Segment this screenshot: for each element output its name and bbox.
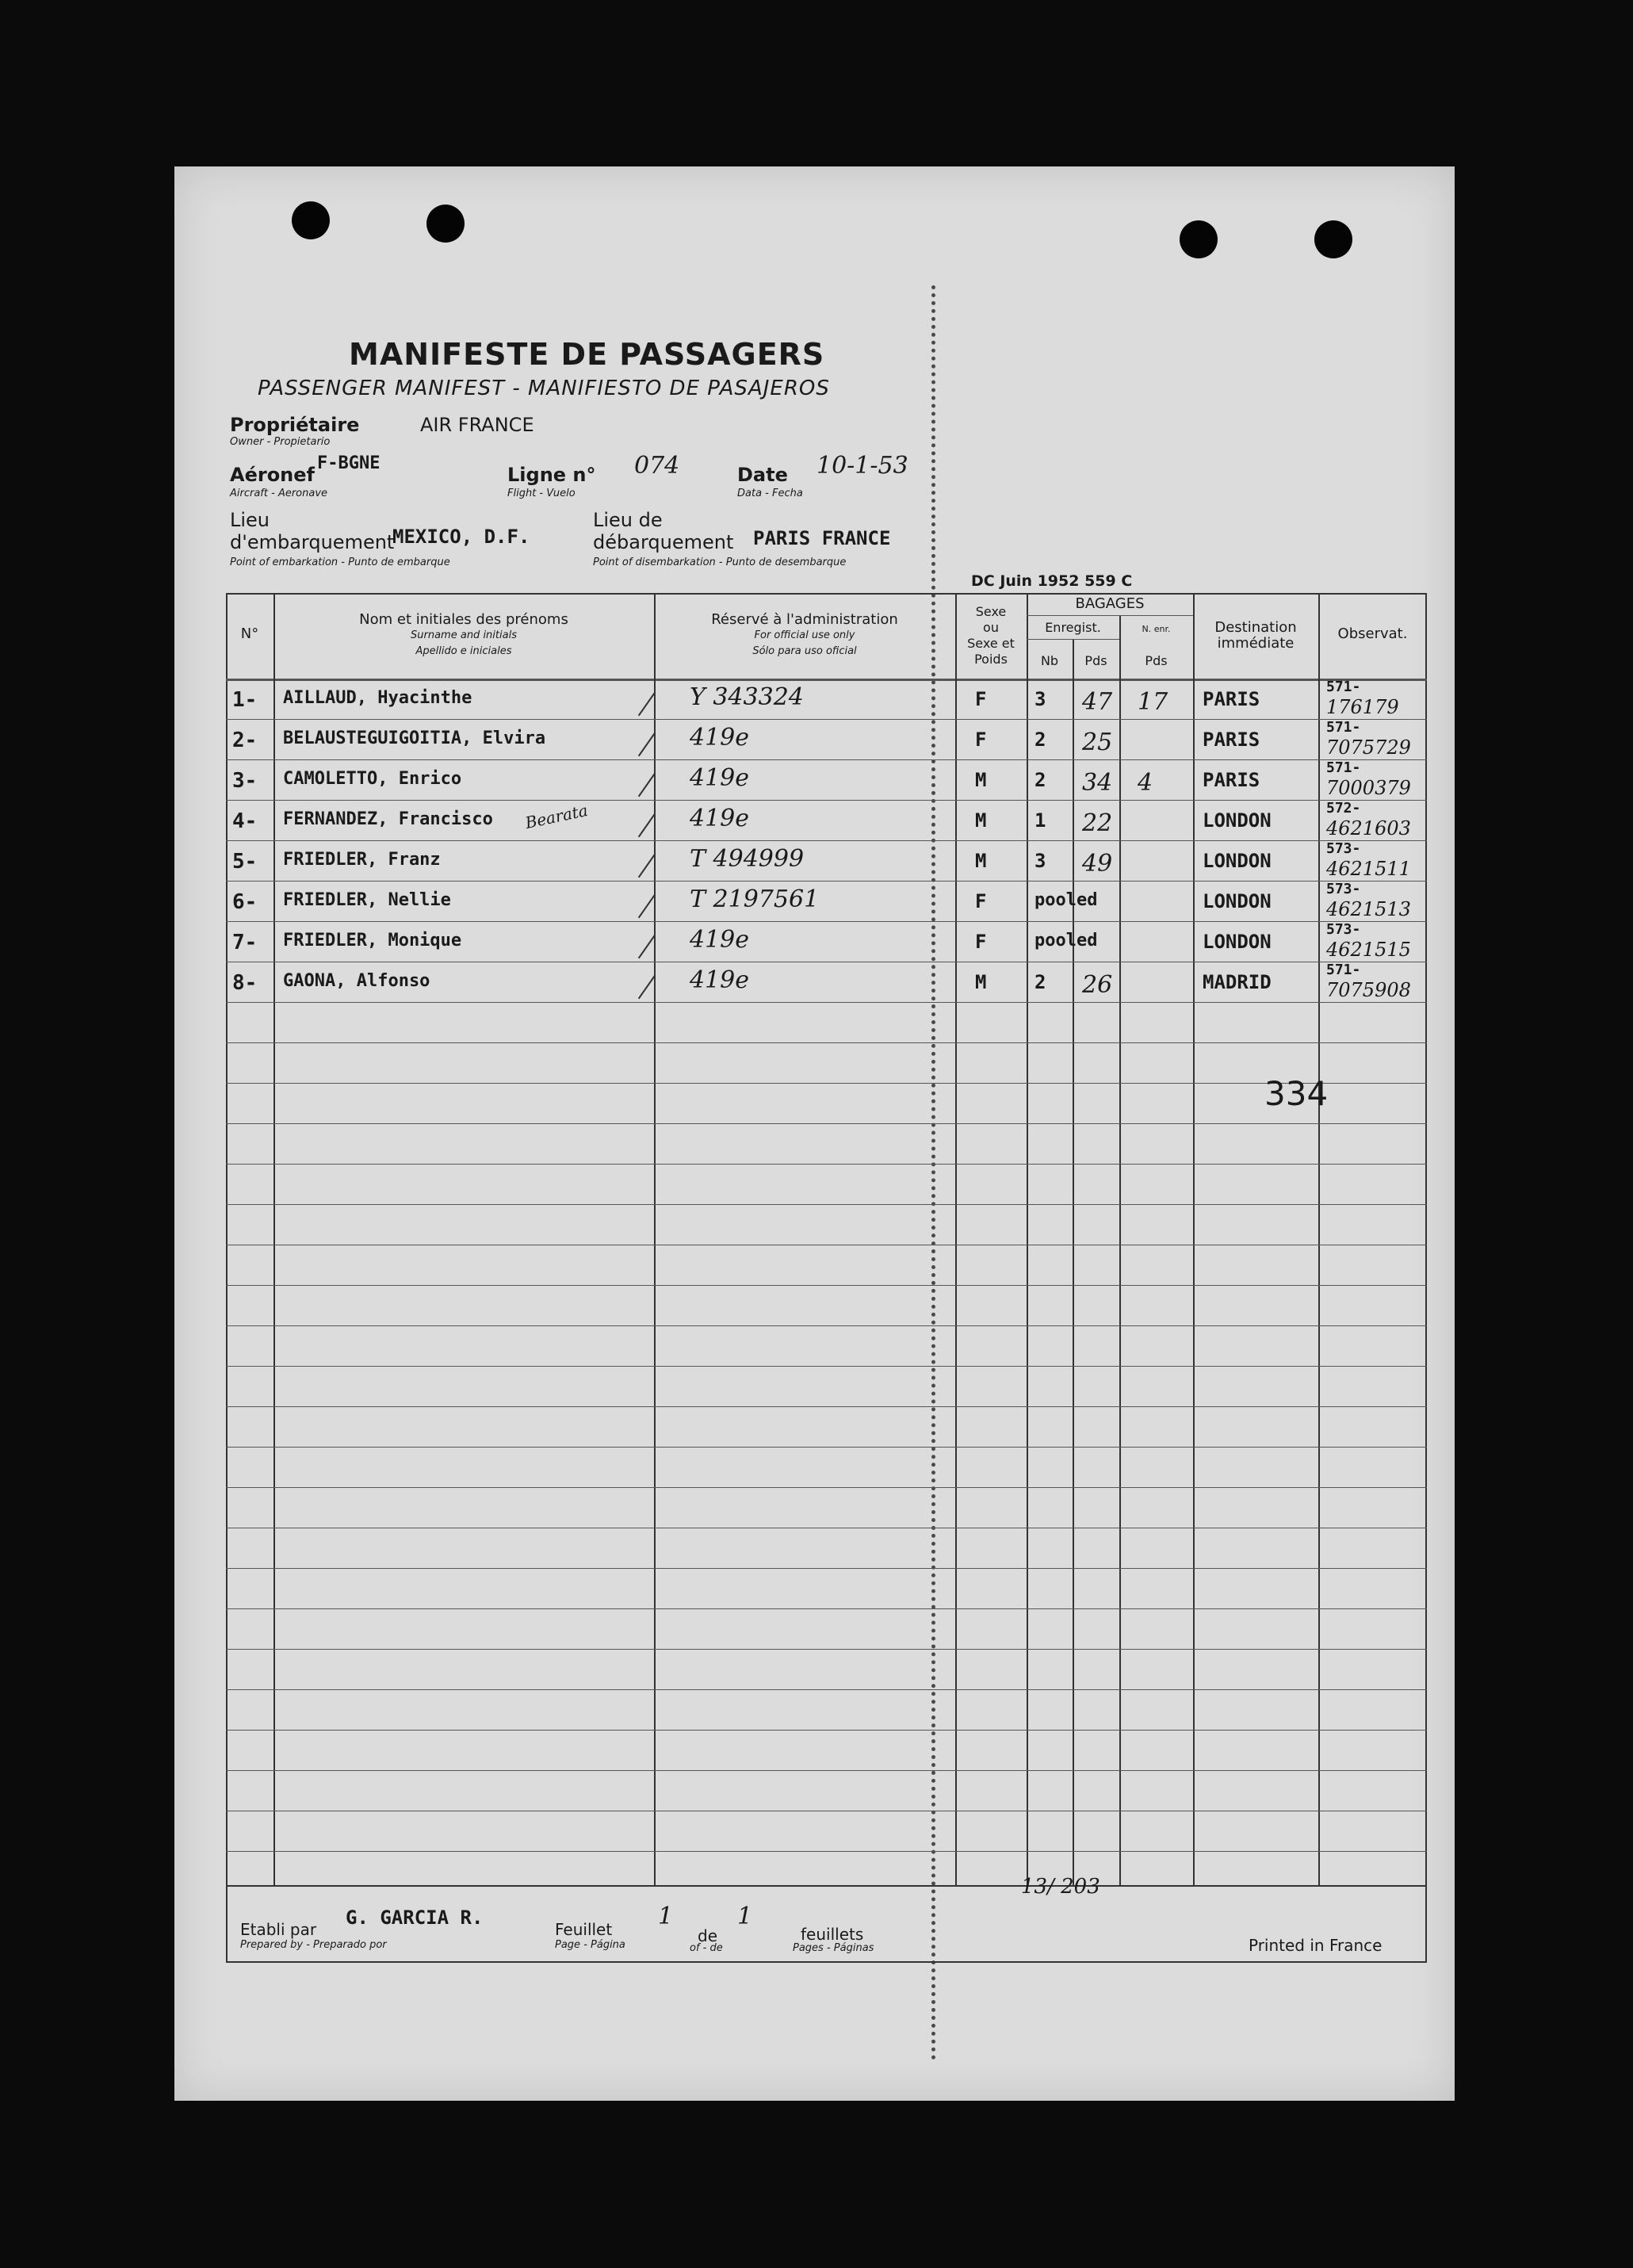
embark-label-1: Lieu (230, 509, 270, 531)
ruled-line (226, 1042, 1427, 1043)
date-sublabel: Data - Fecha (737, 488, 803, 499)
observation-line2: 4621603 (1326, 817, 1411, 840)
baggage-nb: 3 (1034, 688, 1046, 710)
table-row (226, 881, 1427, 929)
check-mark-icon (638, 813, 656, 838)
passenger-no: 8- (232, 971, 258, 995)
passenger-no: 2- (232, 729, 258, 752)
passenger-no: 1- (232, 688, 258, 712)
date-value: 10-1-53 (816, 452, 908, 480)
ruled-line (226, 1608, 1427, 1609)
passenger-no: 6- (232, 890, 258, 914)
passenger-sex: F (975, 729, 987, 751)
ruled-line (226, 1689, 1427, 1690)
observation-line1: 572- (1326, 800, 1361, 817)
passenger-admin-ref: 419e (690, 764, 750, 792)
baggage-pds: 34 (1082, 769, 1113, 797)
punch-hole (1314, 220, 1352, 258)
observation-line2: 4621515 (1326, 939, 1411, 961)
passenger-sex: F (975, 688, 987, 710)
baggage-pds: 49 (1082, 850, 1113, 878)
baggage-nb: 3 (1034, 850, 1046, 872)
baggage-pds: 22 (1082, 809, 1113, 837)
col-header-sex-4: Poids (974, 652, 1008, 667)
check-mark-icon (638, 854, 656, 878)
passenger-sex: M (975, 769, 987, 791)
observation-line2: 4621511 (1326, 858, 1411, 880)
col-header-baggage: BAGAGES (1075, 595, 1145, 612)
baggage-pds2: 17 (1138, 688, 1168, 716)
col-header-no: N° (240, 625, 259, 642)
pages-label: feuillets (801, 1925, 864, 1944)
baggage-pds2: 4 (1138, 769, 1153, 797)
ruled-line (226, 1366, 1427, 1367)
col-header-sex-3: Sexe et (967, 636, 1015, 651)
baggage-pds: 25 (1082, 729, 1113, 756)
aircraft-label: Aéronef (230, 464, 315, 486)
ruled-line (226, 1083, 1427, 1084)
punch-hole (1180, 220, 1218, 258)
passenger-name: CAMOLETTO, Enrico (283, 769, 462, 789)
owner-label: Propriétaire (230, 414, 360, 436)
ruled-line (226, 1770, 1427, 1771)
col-header-name (273, 612, 654, 660)
passenger-destination: PARIS (1203, 769, 1260, 791)
col-header-registered: Enregist. (1045, 620, 1101, 635)
passenger-sex: F (975, 890, 987, 912)
ruled-line (226, 1730, 1427, 1731)
passenger-destination: PARIS (1203, 729, 1260, 751)
ruled-line (226, 1406, 1427, 1407)
ruled-line (226, 1568, 1427, 1569)
col-header-name-text: Nom et initiales des prénoms (359, 611, 568, 628)
observation-line1: 571- (1326, 759, 1361, 776)
flight-label: Ligne n° (507, 464, 596, 486)
observation-line2: 7075908 (1326, 979, 1411, 1001)
observation-line1: 571- (1326, 962, 1361, 978)
passenger-name: FERNANDEZ, Francisco (283, 809, 493, 829)
punch-hole (426, 205, 465, 243)
sheet-label: Feuillet (555, 1920, 613, 1939)
passenger-name: FRIEDLER, Franz (283, 850, 441, 870)
embark-label-2: d'embarquement (230, 531, 395, 553)
observation-line2: 7075729 (1326, 736, 1411, 759)
ruled-line (226, 1285, 1427, 1286)
col-header-observ: Observat. (1337, 625, 1408, 642)
passenger-destination: LONDON (1203, 809, 1272, 832)
col-header-destination-2: immédiate (1217, 635, 1295, 652)
col-header-admin-sub1: For official use only (754, 629, 855, 641)
passenger-admin-ref: 419e (690, 805, 750, 832)
observation-line2: 4621513 (1326, 898, 1411, 920)
col-header-admin-text: Réservé à l'administration (711, 611, 898, 628)
col-header-pds: Pds (1084, 653, 1107, 668)
of-label: de (698, 1926, 717, 1945)
col-header-pds2: Pds (1145, 653, 1168, 668)
observation-line1: 573- (1326, 881, 1361, 897)
passenger-admin-ref: 419e (690, 926, 750, 954)
check-mark-icon (638, 732, 656, 757)
col-header-name-sub2: Apellido e iniciales (415, 645, 512, 657)
flight-value: 074 (634, 452, 680, 480)
baggage-nb: pooled (1034, 890, 1098, 910)
passenger-destination: PARIS (1203, 688, 1260, 710)
name-correction-note: Bearata (523, 800, 590, 833)
owner-value: AIR FRANCE (420, 414, 534, 436)
table-row (226, 840, 1427, 889)
baggage-nb: 2 (1034, 729, 1046, 751)
baggage-pds: 47 (1082, 688, 1113, 716)
passenger-admin-ref: 419e (690, 724, 750, 752)
passenger-name: FRIEDLER, Monique (283, 931, 462, 950)
disembark-label-1: Lieu de (593, 509, 663, 531)
baggage-nb: pooled (1034, 931, 1098, 950)
col-header-destination-1: Destination (1214, 619, 1297, 636)
flight-sublabel: Flight - Vuelo (507, 488, 576, 499)
col-header-admin (654, 612, 955, 660)
passenger-sex: F (975, 931, 987, 953)
ruled-line (226, 1851, 1427, 1852)
ruled-line (226, 1447, 1427, 1448)
table-row (226, 962, 1427, 1010)
sheet-value: 1 (658, 1903, 674, 1930)
passenger-no: 3- (232, 769, 258, 793)
table-row (226, 679, 1427, 727)
col-header-nb: Nb (1040, 653, 1059, 668)
ruled-line (226, 1487, 1427, 1488)
aircraft-sublabel: Aircraft - Aeronave (230, 488, 328, 499)
table-row (226, 921, 1427, 970)
date-label: Date (737, 464, 788, 486)
passenger-destination: LONDON (1203, 931, 1272, 953)
page-title: MANIFESTE DE PASSAGERS (349, 337, 825, 372)
observation-line1: 571- (1326, 679, 1361, 695)
col-header-sex-2: ou (983, 620, 999, 635)
passenger-admin-ref: T 2197561 (690, 885, 820, 913)
of-value: 1 (737, 1903, 753, 1930)
ruled-line (226, 1325, 1427, 1326)
table-row (226, 800, 1427, 848)
col-header-destination (1193, 620, 1318, 652)
passenger-name: AILLAUD, Hyacinthe (283, 688, 472, 708)
check-mark-icon (638, 935, 656, 959)
passenger-table (226, 593, 1427, 1887)
handwritten-number: 334 (1264, 1074, 1329, 1113)
pages-sublabel: Pages - Páginas (793, 1942, 874, 1954)
passenger-no: 5- (232, 850, 258, 874)
passenger-destination: MADRID (1203, 971, 1272, 993)
prepared-label: Etabli par (240, 1920, 317, 1939)
passenger-destination: LONDON (1203, 890, 1272, 912)
page-subtitle: PASSENGER MANIFEST - MANIFIESTO DE PASAJEROS (258, 377, 830, 400)
passenger-sex: M (975, 809, 987, 832)
embark-sublabel: Point of embarkation - Punto de embarque (230, 556, 450, 568)
printed-in: Printed in France (1249, 1936, 1383, 1955)
ruled-line (226, 1164, 1427, 1165)
observation-line1: 573- (1326, 921, 1361, 938)
passenger-no: 4- (232, 809, 258, 833)
sheet-sublabel: Page - Página (555, 1939, 625, 1951)
check-mark-icon (638, 692, 656, 717)
ruled-line (226, 1649, 1427, 1650)
table-row (226, 759, 1427, 808)
col-header-sex (955, 604, 1027, 667)
table-row (226, 719, 1427, 767)
punch-hole (292, 201, 330, 239)
baggage-nb: 1 (1034, 809, 1046, 832)
disembark-label-2: débarquement (593, 531, 734, 553)
observation-line2: 176179 (1326, 696, 1399, 718)
observation-line1: 573- (1326, 840, 1361, 857)
col-header-admin-sub2: Sólo para uso oficial (752, 645, 857, 657)
aircraft-value: F-BGNE (317, 453, 381, 473)
disembark-sublabel: Point of disembarkation - Punto de desembarque (593, 556, 847, 568)
passenger-name: GAONA, Alfonso (283, 971, 430, 991)
prepared-value: G. GARCIA R. (346, 1907, 484, 1929)
disembark-value: PARIS FRANCE (753, 527, 891, 549)
passenger-destination: LONDON (1203, 850, 1272, 872)
owner-sublabel: Owner - Propietario (230, 436, 331, 448)
ruled-line (226, 1123, 1427, 1124)
passenger-admin-ref: T 494999 (690, 845, 805, 873)
baggage-pds: 26 (1082, 971, 1113, 999)
baggage-nb: 2 (1034, 971, 1046, 993)
col-header-nr: N. enr. (1142, 624, 1171, 634)
col-header-sex-1: Sexe (975, 604, 1007, 619)
passenger-sex: M (975, 971, 987, 993)
passenger-name: BELAUSTEGUIGOITIA, Elvira (283, 729, 546, 748)
prepared-sublabel: Prepared by - Preparado por (240, 1939, 387, 1951)
baggage-totals: 13/ 203 (1021, 1875, 1100, 1899)
passenger-name: FRIEDLER, Nellie (283, 890, 451, 910)
passenger-admin-ref: Y 343324 (690, 683, 804, 711)
passenger-admin-ref: 419e (690, 966, 750, 994)
embark-value: MEXICO, D.F. (392, 526, 530, 548)
check-mark-icon (638, 894, 656, 919)
ruled-line (226, 1204, 1427, 1205)
observation-line2: 7000379 (1326, 777, 1411, 799)
check-mark-icon (638, 975, 656, 1000)
col-header-name-sub1: Surname and initials (411, 629, 517, 641)
of-sublabel: of - de (690, 1942, 723, 1954)
check-mark-icon (638, 773, 656, 797)
form-code: DC Juin 1952 559 C (971, 572, 1133, 590)
passenger-no: 7- (232, 931, 258, 954)
passenger-sex: M (975, 850, 987, 872)
observation-line1: 571- (1326, 719, 1361, 736)
baggage-nb: 2 (1034, 769, 1046, 791)
